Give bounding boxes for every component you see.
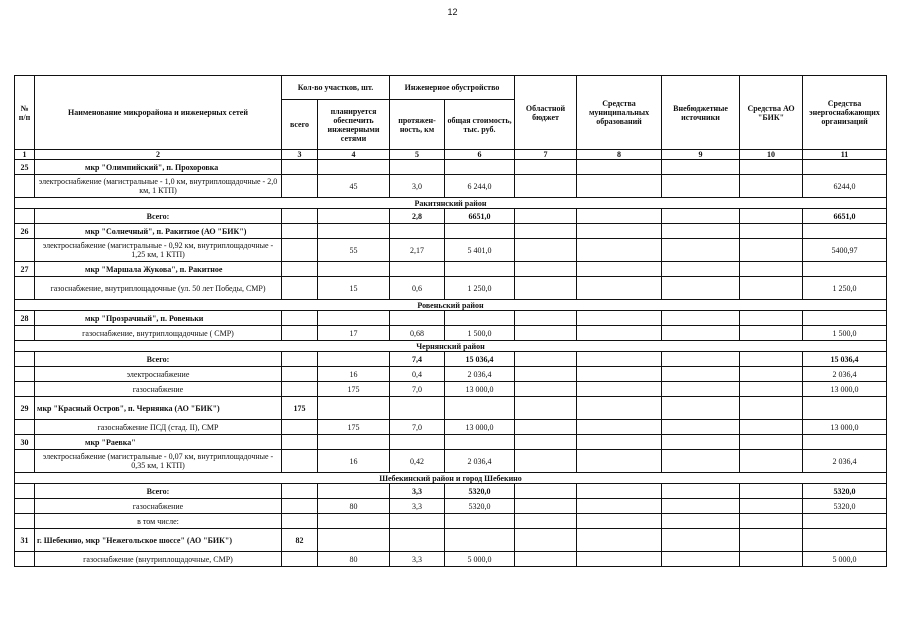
regional-budget-cell <box>515 262 577 277</box>
total-cost-cell: 6651,0 <box>445 209 515 224</box>
bik-funds-cell <box>740 239 803 262</box>
municipal-funds-cell <box>577 277 662 300</box>
energy-funds-cell: 5400,97 <box>803 239 887 262</box>
length-km-cell <box>390 311 445 326</box>
energy-funds-cell <box>803 160 887 175</box>
energy-funds-cell <box>803 311 887 326</box>
energy-funds-cell: 13 000,0 <box>803 420 887 435</box>
bik-funds-cell <box>740 450 803 473</box>
count-total-cell <box>282 382 318 397</box>
total-cost-cell <box>445 224 515 239</box>
network-row <box>15 450 887 473</box>
header-count-planned: планируется обеспечить инженерными сетями <box>318 100 390 150</box>
count-planned-cell <box>318 435 390 450</box>
row-number-cell <box>15 382 35 397</box>
row-name-cell: мкр "Прозрачный", п. Ровеньки <box>35 311 282 326</box>
length-km-cell: 3,0 <box>390 175 445 198</box>
bik-funds-cell <box>740 435 803 450</box>
total-cost-cell: 6 244,0 <box>445 175 515 198</box>
row-number-cell: 27 <box>15 262 35 277</box>
regional-budget-cell <box>515 435 577 450</box>
energy-funds-cell: 6651,0 <box>803 209 887 224</box>
header-extrabudget: Внебюджетные источники <box>662 76 740 150</box>
energy-funds-cell: 2 036,4 <box>803 367 887 382</box>
extrabudget-funds-cell <box>662 420 740 435</box>
regional-budget-cell <box>515 552 577 567</box>
total-cost-cell <box>445 160 515 175</box>
header-regional: Областной бюджет <box>515 76 577 150</box>
extrabudget-funds-cell <box>662 209 740 224</box>
energy-funds-cell: 5 000,0 <box>803 552 887 567</box>
energy-funds-cell: 1 500,0 <box>803 326 887 341</box>
count-total-cell <box>282 160 318 175</box>
count-planned-cell: 16 <box>318 450 390 473</box>
extrabudget-funds-cell <box>662 367 740 382</box>
energy-funds-cell: 15 036,4 <box>803 352 887 367</box>
district-row <box>15 397 887 420</box>
network-row <box>15 420 887 435</box>
row-number-cell <box>15 450 35 473</box>
energy-funds-cell <box>803 514 887 529</box>
region-row <box>15 473 887 484</box>
municipal-funds-cell <box>577 552 662 567</box>
header-infra-group: Инженерное обустройство <box>390 76 515 100</box>
energy-funds-cell: 13 000,0 <box>803 382 887 397</box>
energy-funds-cell <box>803 397 887 420</box>
row-name-cell: мкр "Олимпийский", п. Прохоровка <box>35 160 282 175</box>
energy-funds-cell: 2 036,4 <box>803 450 887 473</box>
row-number-cell <box>15 175 35 198</box>
municipal-funds-cell <box>577 160 662 175</box>
row-number-cell: 25 <box>15 160 35 175</box>
column-number: 11 <box>803 150 887 160</box>
row-name-cell: газоснабжение, внутриплощадочные ( СМР) <box>35 326 282 341</box>
extrabudget-funds-cell <box>662 529 740 552</box>
regional-budget-cell <box>515 529 577 552</box>
district-row <box>15 262 887 277</box>
column-number: 9 <box>662 150 740 160</box>
count-total-cell <box>282 277 318 300</box>
count-total-cell <box>282 239 318 262</box>
energy-funds-cell <box>803 435 887 450</box>
region-title: Ровеньский район <box>15 300 887 311</box>
header-count-total: всего <box>282 100 318 150</box>
regional-budget-cell <box>515 484 577 499</box>
count-total-cell <box>282 224 318 239</box>
region-row <box>15 341 887 352</box>
row-name-cell: электроснабжение (магистральные - 0,92 км, внутриплощадочные - 1,25 км, 1 КТП) <box>35 239 282 262</box>
count-planned-cell <box>318 160 390 175</box>
bik-funds-cell <box>740 499 803 514</box>
count-total-cell <box>282 367 318 382</box>
count-planned-cell <box>318 352 390 367</box>
length-km-cell <box>390 529 445 552</box>
region-title: Шебекинский район и город Шебекино <box>15 473 887 484</box>
energy-funds-cell: 6244,0 <box>803 175 887 198</box>
regional-budget-cell <box>515 311 577 326</box>
extrabudget-funds-cell <box>662 160 740 175</box>
municipal-funds-cell <box>577 450 662 473</box>
extrabudget-funds-cell <box>662 311 740 326</box>
row-name-cell: в том числе: <box>35 514 282 529</box>
count-total-cell <box>282 175 318 198</box>
header-cost: общая стоимость, тыс. руб. <box>445 100 515 150</box>
length-km-cell: 7,0 <box>390 382 445 397</box>
count-planned-cell: 45 <box>318 175 390 198</box>
extrabudget-funds-cell <box>662 499 740 514</box>
bik-funds-cell <box>740 514 803 529</box>
region-title: Чернянский район <box>15 341 887 352</box>
count-total-cell <box>282 209 318 224</box>
bik-funds-cell <box>740 160 803 175</box>
regional-budget-cell <box>515 326 577 341</box>
count-total-cell <box>282 420 318 435</box>
count-total-cell <box>282 499 318 514</box>
district-row <box>15 435 887 450</box>
row-number-cell <box>15 239 35 262</box>
energy-funds-cell: 5320,0 <box>803 484 887 499</box>
length-km-cell: 7,4 <box>390 352 445 367</box>
column-number: 6 <box>445 150 515 160</box>
count-total-cell <box>282 435 318 450</box>
regional-budget-cell <box>515 367 577 382</box>
district-row <box>15 529 887 552</box>
count-planned-cell: 15 <box>318 277 390 300</box>
header-num: № п/п <box>15 76 35 150</box>
energy-funds-cell: 5320,0 <box>803 499 887 514</box>
row-name-cell: газоснабжение <box>35 499 282 514</box>
total-cost-cell: 13 000,0 <box>445 420 515 435</box>
row-name-cell: г. Шебекино, мкр "Нежегольское шоссе" (АО "БИК") <box>35 529 282 552</box>
municipal-funds-cell <box>577 382 662 397</box>
total-cost-cell: 13 000,0 <box>445 382 515 397</box>
network-row <box>15 499 887 514</box>
total-cost-cell: 15 036,4 <box>445 352 515 367</box>
length-km-cell: 0,68 <box>390 326 445 341</box>
length-km-cell: 3,3 <box>390 552 445 567</box>
length-km-cell <box>390 397 445 420</box>
count-planned-cell: 17 <box>318 326 390 341</box>
municipal-funds-cell <box>577 352 662 367</box>
bik-funds-cell <box>740 367 803 382</box>
row-name-cell: газоснабжение ПСД (стад. II), СМР <box>35 420 282 435</box>
row-number-cell <box>15 484 35 499</box>
extrabudget-funds-cell <box>662 552 740 567</box>
count-planned-cell <box>318 484 390 499</box>
length-km-cell <box>390 160 445 175</box>
count-planned-cell: 80 <box>318 552 390 567</box>
header-name: Наименование микрорайона и инженерных сетей <box>35 76 282 150</box>
region-row <box>15 198 887 209</box>
municipal-funds-cell <box>577 529 662 552</box>
network-row <box>15 514 887 529</box>
row-number-cell <box>15 367 35 382</box>
column-number: 2 <box>35 150 282 160</box>
bik-funds-cell <box>740 277 803 300</box>
row-number-cell <box>15 277 35 300</box>
extrabudget-funds-cell <box>662 435 740 450</box>
municipal-funds-cell <box>577 311 662 326</box>
row-name-cell: мкр "Солнечный", п. Ракитное (АО "БИК") <box>35 224 282 239</box>
total-cost-cell: 1 500,0 <box>445 326 515 341</box>
length-km-cell: 0,4 <box>390 367 445 382</box>
row-number-cell: 31 <box>15 529 35 552</box>
network-row <box>15 552 887 567</box>
row-name-cell: газоснабжение, внутриплощадочные (ул. 50 лет Победы, СМР) <box>35 277 282 300</box>
column-number: 1 <box>15 150 35 160</box>
count-planned-cell <box>318 514 390 529</box>
length-km-cell: 2,17 <box>390 239 445 262</box>
row-number-cell <box>15 326 35 341</box>
bik-funds-cell <box>740 352 803 367</box>
length-km-cell: 7,0 <box>390 420 445 435</box>
row-name-cell: электроснабжение (магистральные - 1,0 км, внутриплощадочные - 2,0 км, 1 КТП) <box>35 175 282 198</box>
district-row <box>15 224 887 239</box>
extrabudget-funds-cell <box>662 514 740 529</box>
total-cost-cell <box>445 435 515 450</box>
page-number: 12 <box>447 7 458 17</box>
row-name-cell: электроснабжение (магистральные - 0,07 км, внутриплощадочные - 0,35 км, 1 КТП) <box>35 450 282 473</box>
regional-budget-cell <box>515 160 577 175</box>
length-km-cell: 0,6 <box>390 277 445 300</box>
count-total-cell <box>282 326 318 341</box>
extrabudget-funds-cell <box>662 397 740 420</box>
row-name-cell: мкр "Красный Остров", п. Чернянка (АО "БИК") <box>35 397 282 420</box>
municipal-funds-cell <box>577 224 662 239</box>
bik-funds-cell <box>740 484 803 499</box>
length-km-cell: 3,3 <box>390 499 445 514</box>
row-number-cell: 26 <box>15 224 35 239</box>
district-row <box>15 160 887 175</box>
bik-funds-cell <box>740 397 803 420</box>
extrabudget-funds-cell <box>662 224 740 239</box>
header-bik: Средства АО "БИК" <box>740 76 803 150</box>
network-row <box>15 326 887 341</box>
municipal-funds-cell <box>577 239 662 262</box>
count-planned-cell: 16 <box>318 367 390 382</box>
bik-funds-cell <box>740 224 803 239</box>
municipal-funds-cell <box>577 397 662 420</box>
length-km-cell <box>390 435 445 450</box>
row-name-cell: газоснабжение (внутриплощадочные, СМР) <box>35 552 282 567</box>
total-row <box>15 352 887 367</box>
municipal-funds-cell <box>577 262 662 277</box>
total-cost-cell <box>445 397 515 420</box>
row-name-cell: Всего: <box>35 484 282 499</box>
bik-funds-cell <box>740 552 803 567</box>
extrabudget-funds-cell <box>662 239 740 262</box>
total-cost-cell: 2 036,4 <box>445 450 515 473</box>
municipal-funds-cell <box>577 326 662 341</box>
row-name-cell: Всего: <box>35 352 282 367</box>
length-km-cell <box>390 262 445 277</box>
count-planned-cell: 175 <box>318 420 390 435</box>
municipal-funds-cell <box>577 420 662 435</box>
count-total-cell <box>282 552 318 567</box>
extrabudget-funds-cell <box>662 484 740 499</box>
row-number-cell <box>15 514 35 529</box>
municipal-funds-cell <box>577 484 662 499</box>
total-cost-cell <box>445 514 515 529</box>
length-km-cell: 3,3 <box>390 484 445 499</box>
regional-budget-cell <box>515 382 577 397</box>
length-km-cell: 2,8 <box>390 209 445 224</box>
municipal-funds-cell <box>577 514 662 529</box>
program-table <box>14 75 887 567</box>
column-number: 7 <box>515 150 577 160</box>
extrabudget-funds-cell <box>662 262 740 277</box>
bik-funds-cell <box>740 311 803 326</box>
count-planned-cell <box>318 397 390 420</box>
column-number: 8 <box>577 150 662 160</box>
regional-budget-cell <box>515 277 577 300</box>
total-cost-cell <box>445 262 515 277</box>
region-row <box>15 300 887 311</box>
total-row <box>15 484 887 499</box>
regional-budget-cell <box>515 499 577 514</box>
network-row <box>15 175 887 198</box>
column-number: 10 <box>740 150 803 160</box>
total-cost-cell: 5 000,0 <box>445 552 515 567</box>
bik-funds-cell <box>740 209 803 224</box>
count-total-cell <box>282 262 318 277</box>
municipal-funds-cell <box>577 175 662 198</box>
count-total-cell <box>282 450 318 473</box>
energy-funds-cell <box>803 224 887 239</box>
row-name-cell: Всего: <box>35 209 282 224</box>
network-row <box>15 367 887 382</box>
extrabudget-funds-cell <box>662 326 740 341</box>
column-number: 5 <box>390 150 445 160</box>
count-total-cell <box>282 484 318 499</box>
row-number-cell <box>15 352 35 367</box>
row-name-cell: мкр "Маршала Жукова", п. Ракитное <box>35 262 282 277</box>
total-row <box>15 209 887 224</box>
bik-funds-cell <box>740 262 803 277</box>
count-planned-cell <box>318 224 390 239</box>
row-name-cell: мкр "Раевка" <box>35 435 282 450</box>
count-planned-cell <box>318 529 390 552</box>
row-number-cell <box>15 209 35 224</box>
regional-budget-cell <box>515 239 577 262</box>
bik-funds-cell <box>740 382 803 397</box>
row-number-cell: 28 <box>15 311 35 326</box>
row-number-cell: 29 <box>15 397 35 420</box>
regional-budget-cell <box>515 175 577 198</box>
energy-funds-cell <box>803 262 887 277</box>
region-title: Ракитянский район <box>15 198 887 209</box>
bik-funds-cell <box>740 326 803 341</box>
count-planned-cell: 55 <box>318 239 390 262</box>
header-energy: Средства энергоснабжающих организаций <box>803 76 887 150</box>
row-number-cell <box>15 499 35 514</box>
table-body <box>15 160 887 567</box>
regional-budget-cell <box>515 352 577 367</box>
column-numbers-row <box>15 150 887 160</box>
extrabudget-funds-cell <box>662 382 740 397</box>
count-total-cell <box>282 352 318 367</box>
count-planned-cell: 80 <box>318 499 390 514</box>
total-cost-cell: 5320,0 <box>445 499 515 514</box>
column-number: 4 <box>318 150 390 160</box>
count-planned-cell <box>318 262 390 277</box>
extrabudget-funds-cell <box>662 352 740 367</box>
total-cost-cell <box>445 311 515 326</box>
regional-budget-cell <box>515 209 577 224</box>
municipal-funds-cell <box>577 499 662 514</box>
network-row <box>15 239 887 262</box>
header-count-group: Кол-во участков, шт. <box>282 76 390 100</box>
bik-funds-cell <box>740 175 803 198</box>
network-row <box>15 277 887 300</box>
column-number: 3 <box>282 150 318 160</box>
regional-budget-cell <box>515 397 577 420</box>
row-number-cell: 30 <box>15 435 35 450</box>
length-km-cell <box>390 224 445 239</box>
total-cost-cell: 2 036,4 <box>445 367 515 382</box>
row-number-cell <box>15 552 35 567</box>
extrabudget-funds-cell <box>662 277 740 300</box>
count-total-cell <box>282 311 318 326</box>
count-total-cell <box>282 514 318 529</box>
municipal-funds-cell <box>577 435 662 450</box>
energy-funds-cell: 1 250,0 <box>803 277 887 300</box>
count-planned-cell <box>318 209 390 224</box>
row-number-cell <box>15 420 35 435</box>
district-row <box>15 311 887 326</box>
total-cost-cell: 5320,0 <box>445 484 515 499</box>
regional-budget-cell <box>515 514 577 529</box>
header-length: протяжен-ность, км <box>390 100 445 150</box>
count-planned-cell: 175 <box>318 382 390 397</box>
total-cost-cell: 5 401,0 <box>445 239 515 262</box>
header-municipal: Средства муниципальных образований <box>577 76 662 150</box>
bik-funds-cell <box>740 529 803 552</box>
extrabudget-funds-cell <box>662 450 740 473</box>
row-name-cell: электроснабжение <box>35 367 282 382</box>
count-total-cell: 82 <box>282 529 318 552</box>
regional-budget-cell <box>515 450 577 473</box>
network-row <box>15 382 887 397</box>
extrabudget-funds-cell <box>662 175 740 198</box>
municipal-funds-cell <box>577 209 662 224</box>
total-cost-cell <box>445 529 515 552</box>
total-cost-cell: 1 250,0 <box>445 277 515 300</box>
count-total-cell: 175 <box>282 397 318 420</box>
count-planned-cell <box>318 311 390 326</box>
length-km-cell: 0,42 <box>390 450 445 473</box>
length-km-cell <box>390 514 445 529</box>
energy-funds-cell <box>803 529 887 552</box>
municipal-funds-cell <box>577 367 662 382</box>
regional-budget-cell <box>515 420 577 435</box>
bik-funds-cell <box>740 420 803 435</box>
row-name-cell: газоснабжение <box>35 382 282 397</box>
regional-budget-cell <box>515 224 577 239</box>
